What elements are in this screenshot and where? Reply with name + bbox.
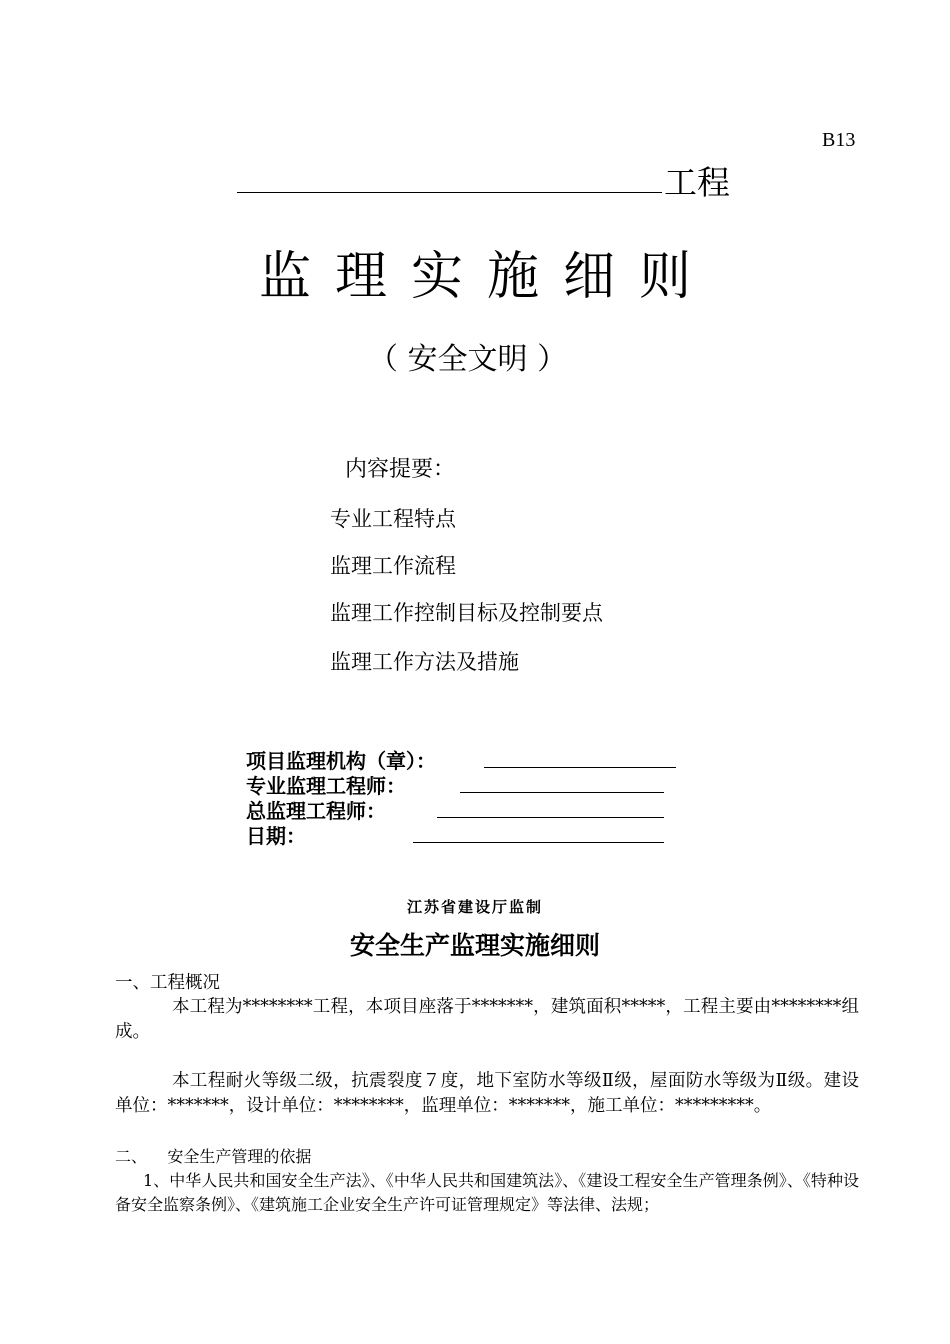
section-2-paragraph-1: 1、中华人民共和国安全生产法》、《中华人民共和国建筑法》、《建设工程安全生产管理条例》、《特种设备安全监察条例》、《建筑施工企业安全生产许可证管理规定》等法律、法规； (115, 1171, 859, 1214)
section-1-heading: 一、工程概况 (115, 973, 220, 993)
toc-item: 监理工作控制目标及控制要点 (330, 601, 603, 625)
section-title: 安全生产监理实施细则 (349, 931, 600, 960)
document-code: B13 (822, 129, 856, 151)
signature-org-line (484, 767, 676, 768)
signature-org-label: 项目监理机构（章）： (246, 749, 436, 773)
page-title: 监理实施细则 (258, 247, 715, 307)
section-2-heading: 二、 安全生产管理的依据 (115, 1147, 312, 1166)
section-1-paragraph-2: 本工程耐火等级二级，抗震裂度７度，地下室防水等级Ⅱ级，屋面防水等级为Ⅱ级。建设单位：*******，设计单位：********，监理单位：*******，施工单位：*********。 (115, 1071, 859, 1116)
toc-item: 监理工作流程 (330, 554, 456, 578)
signature-chief-line (437, 817, 664, 818)
signature-date-label: 日期： (246, 824, 306, 848)
page-subtitle: （ 安全文明 ） (368, 342, 568, 377)
signature-date-line (413, 842, 664, 843)
toc-item: 专业工程特点 (330, 507, 456, 531)
toc-item: 监理工作方法及措施 (330, 650, 519, 674)
project-suffix: 工程 (664, 163, 730, 202)
section-1-paragraph-1: 本工程为********工程，本项目座落于*******，建筑面积*****，工程主要由********组成。 (115, 997, 859, 1042)
signature-engineer-label: 专业监理工程师： (246, 774, 406, 798)
project-name-blank (237, 192, 662, 193)
signature-engineer-line (460, 792, 664, 793)
toc-heading: 内容提要： (345, 457, 456, 482)
signature-chief-label: 总监理工程师： (246, 799, 386, 823)
issuer-label: 江苏省建设厅监制 (406, 898, 543, 916)
